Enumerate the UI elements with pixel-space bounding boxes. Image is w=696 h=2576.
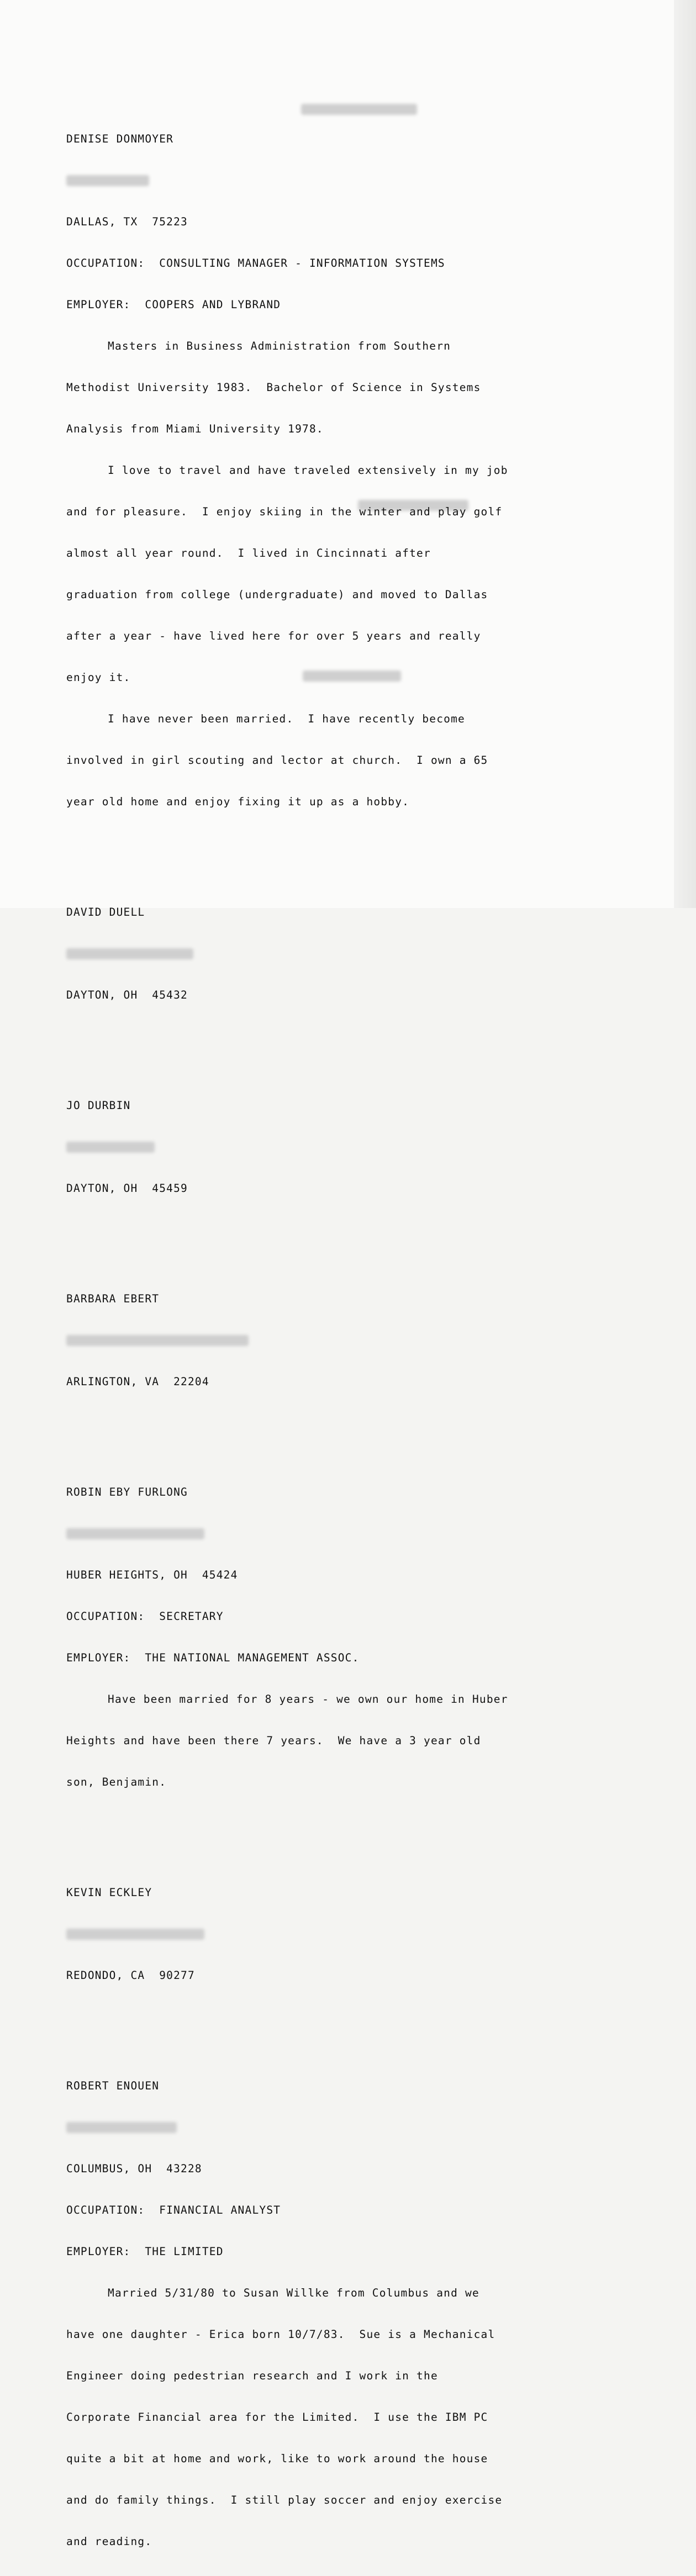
- bio-line: Married 5/31/80 to Susan Willke from Columbus and we: [108, 2287, 479, 2299]
- bio-line: quite a bit at home and work, like to work around the house: [66, 2452, 488, 2465]
- entry-city: DALLAS, TX 75223: [66, 215, 188, 228]
- entry-city: DAYTON, OH 45432: [66, 989, 188, 1001]
- bio-line: I love to travel and have traveled extensively in my job: [108, 464, 508, 477]
- bio-line: Corporate Financial area for the Limited. I use the IBM PC: [66, 2411, 488, 2424]
- redacted-address: [66, 1927, 597, 1941]
- entry-employer: EMPLOYER: THE LIMITED: [66, 2245, 224, 2258]
- redacted-address: [66, 1333, 597, 1347]
- bio-line: year old home and enjoy fixing it up as a hobby.: [66, 795, 410, 808]
- bio-line: and reading.: [66, 2535, 152, 2548]
- bio-line: Heights and have been there 7 years. We have a 3 year old: [66, 1734, 481, 1747]
- entry-city: REDONDO, CA 90277: [66, 1969, 195, 1982]
- bio-line: have one daughter - Erica born 10/7/83. Sue is a Mechanical: [66, 2328, 495, 2341]
- bio-line: and do family things. I still play soccer and enjoy exercise: [66, 2494, 503, 2506]
- redacted-address: [66, 173, 597, 187]
- entry-name: DAVID DUELL: [66, 906, 145, 919]
- bio-line: enjoy it.: [66, 671, 131, 684]
- entry-city: ARLINGTON, VA 22204: [66, 1375, 209, 1388]
- bio-line: involved in girl scouting and lector at church. I own a 65: [66, 754, 488, 767]
- bio-line: Analysis from Miami University 1978.: [66, 423, 324, 435]
- entry-name: ROBERT ENOUEN: [66, 2079, 160, 2092]
- bio-line: almost all year round. I lived in Cincinnati after: [66, 547, 431, 559]
- entry-occupation: OCCUPATION: SECRETARY: [66, 1610, 224, 1623]
- bio-line: Engineer doing pedestrian research and I work in the: [66, 2369, 438, 2382]
- entry-city: HUBER HEIGHTS, OH 45424: [66, 1569, 238, 1581]
- redacted-address: [66, 947, 597, 960]
- bio-line: Methodist University 1983. Bachelor of Science in Systems: [66, 381, 481, 394]
- alumni-directory-text: [66, 77, 597, 2576]
- bio-line: I have never been married. I have recently become: [108, 712, 465, 725]
- entry-occupation: OCCUPATION: FINANCIAL ANALYST: [66, 2204, 281, 2216]
- bio-line: after a year - have lived here for over 5 years and really: [66, 630, 481, 642]
- entry-city: DAYTON, OH 45459: [66, 1182, 188, 1195]
- entry-name: ROBIN EBY FURLONG: [66, 1486, 188, 1498]
- entry-name: JO DURBIN: [66, 1099, 131, 1112]
- entry-name: KEVIN ECKLEY: [66, 1886, 152, 1899]
- entry-name: BARBARA EBERT: [66, 1292, 160, 1305]
- bio-line: Masters in Business Administration from Southern: [108, 340, 451, 352]
- bio-line: son, Benjamin.: [66, 1776, 167, 1788]
- page-edge-shadow: [674, 0, 696, 908]
- entry-city: COLUMBUS, OH 43228: [66, 2162, 202, 2175]
- redacted-address: [66, 1140, 597, 1154]
- bio-line: Have been married for 8 years - we own our home in Huber: [108, 1693, 508, 1706]
- entry-employer: EMPLOYER: COOPERS AND LYBRAND: [66, 298, 281, 311]
- entry-name: DENISE DONMOYER: [66, 133, 174, 145]
- bio-line: graduation from college (undergraduate) and moved to Dallas: [66, 588, 488, 601]
- redacted-address: [66, 1527, 597, 1540]
- entry-employer: EMPLOYER: THE NATIONAL MANAGEMENT ASSOC.: [66, 1651, 360, 1664]
- bio-line: and for pleasure. I enjoy skiing in the winter and play golf: [66, 505, 503, 518]
- redacted-address: [66, 2120, 597, 2134]
- entry-occupation: OCCUPATION: CONSULTING MANAGER - INFORMATION SYSTEMS: [66, 257, 445, 270]
